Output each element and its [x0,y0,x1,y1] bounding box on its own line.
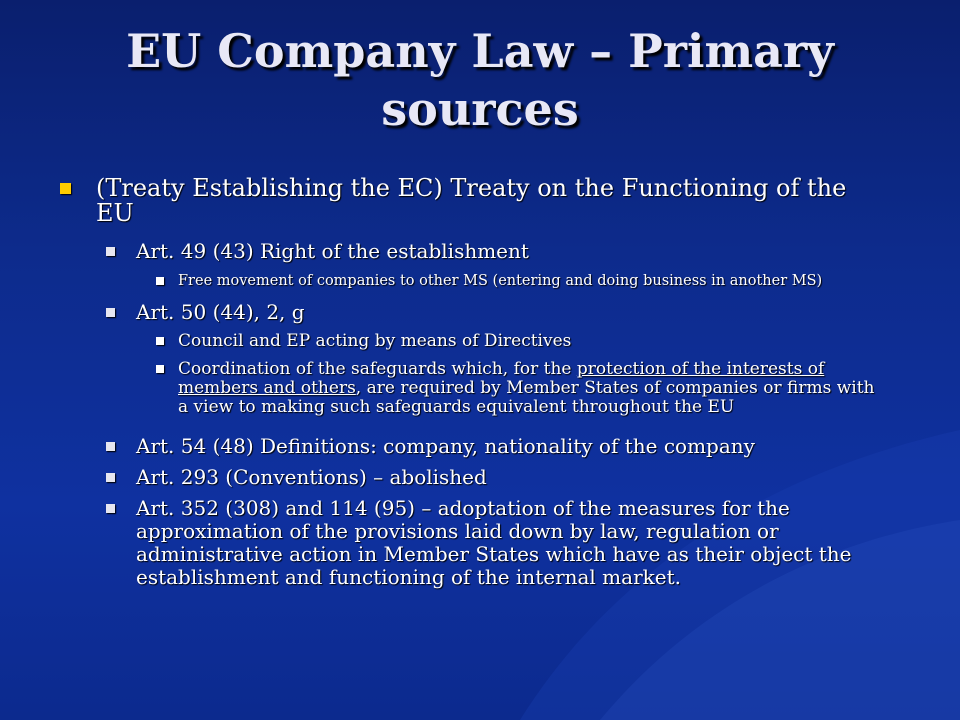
bullet-item-council [156,332,886,351]
bullet-item-art352 [106,497,886,589]
bullet-item-art49 [106,240,886,263]
bullet-text: Art. 54 (48) Definitions: company, nationality of the company [136,434,755,458]
square-bullet-icon [106,504,115,513]
square-bullet-icon [106,247,115,256]
square-bullet-icon [156,277,164,285]
square-bullet-icon [106,442,115,451]
slide-title: EU Company Law – Primary sources [126,24,834,136]
square-bullet-icon [106,473,115,482]
square-bullet-icon [156,365,164,373]
bullet-text: Council and EP acting by means of Directives [178,331,572,351]
bullet-text: (Treaty Establishing the EC) Treaty on the Functioning of the EU [96,174,847,227]
bullet-text: Art. 352 (308) and 114 (95) – adoptation of the measures for the approximation of the provisions laid down by law, regulation or administrative action in Member States which have as their object the establishment and functioning of the internal market. [136,496,852,589]
bullet-item-free-movement [156,272,886,291]
bullet-text: Free movement of companies to other MS (entering and doing business in another MS) [178,273,823,289]
bullet-text: Art. 49 (43) Right of the establishment [136,239,529,263]
coordination-text-start: Coordination of the safeguards which, for the [178,359,577,379]
bullet-item-treaty [60,176,880,226]
bullet-item-art50 [106,301,886,324]
underlined-phrase: protection of the interests of members and others [178,359,825,398]
bullet-item-art293 [106,466,886,489]
bullet-text [178,360,886,417]
bullet-text: Art. 50 (44), 2, g [136,300,305,324]
square-bullet-icon [60,183,71,194]
bullet-item-coordination [156,360,886,417]
bullet-item-art54 [106,435,886,458]
bullet-text: Art. 293 (Conventions) – abolished [136,465,487,489]
square-bullet-icon [106,308,115,317]
coordination-text-end: , are required by Member States of companies or firms with a view to making such safeguards equivalent throughout the EU [178,378,875,417]
square-bullet-icon [156,337,164,345]
